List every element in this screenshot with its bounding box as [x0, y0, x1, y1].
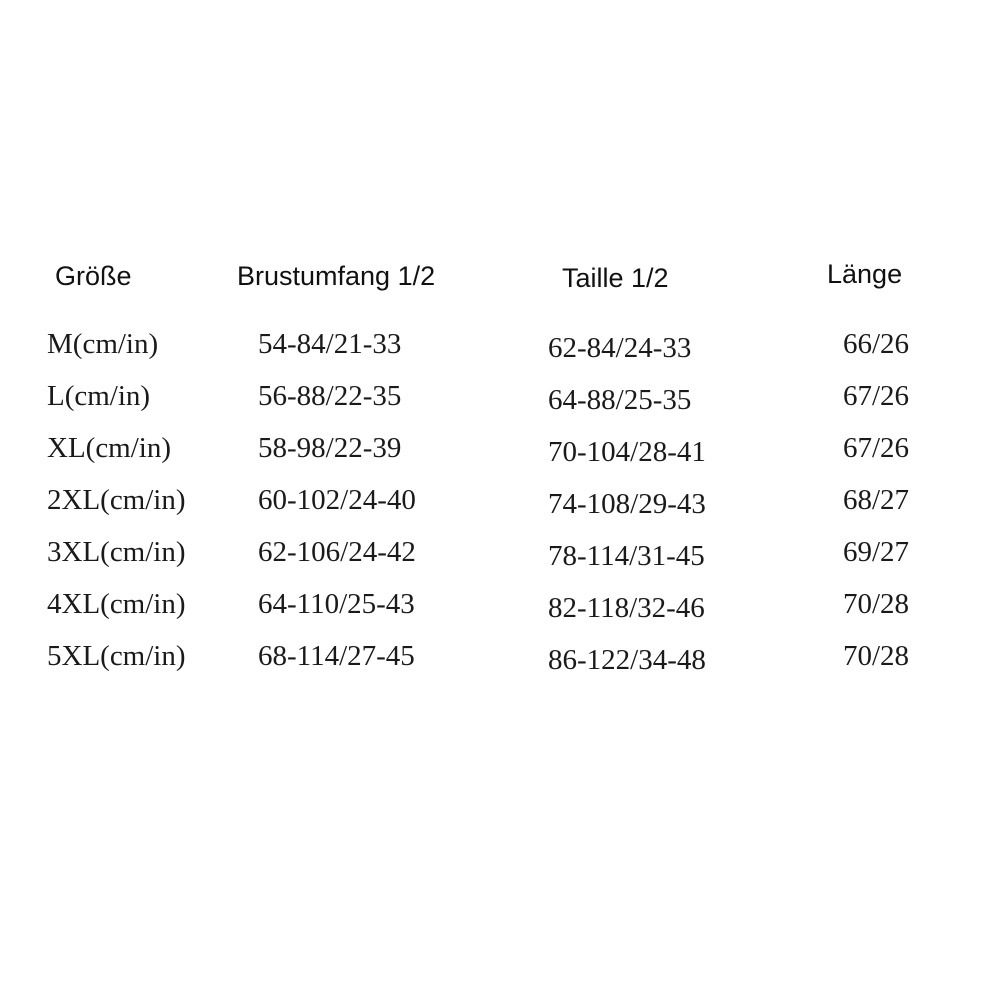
- cell-size: M(cm/in): [47, 328, 159, 360]
- header-length: Länge: [827, 259, 903, 289]
- header-chest: Brustumfang 1/2: [237, 261, 436, 291]
- cell-size: XL(cm/in): [47, 432, 172, 464]
- header-size: Größe: [55, 261, 132, 291]
- cell-waist: 86-122/34-48: [548, 644, 706, 676]
- cell-chest: 60-102/24-40: [258, 484, 416, 516]
- cell-waist: 82-118/32-46: [548, 592, 705, 624]
- cell-chest: 54-84/21-33: [258, 328, 402, 360]
- cell-chest: 56-88/22-35: [258, 380, 402, 412]
- cell-size: 5XL(cm/in): [47, 640, 186, 672]
- cell-size: 3XL(cm/in): [47, 536, 186, 568]
- cell-length: 68/27: [843, 484, 910, 516]
- cell-length: 69/27: [843, 536, 910, 568]
- cell-length: 67/26: [843, 432, 910, 464]
- cell-length: 70/28: [843, 588, 910, 620]
- cell-chest: 64-110/25-43: [258, 588, 415, 620]
- cell-size: 2XL(cm/in): [47, 484, 186, 516]
- cell-waist: 74-108/29-43: [548, 488, 706, 520]
- table-row: [0, 538, 1000, 578]
- cell-chest: 62-106/24-42: [258, 536, 416, 568]
- header-waist: Taille 1/2: [562, 263, 669, 293]
- cell-size: L(cm/in): [47, 380, 151, 412]
- cell-size: 4XL(cm/in): [47, 588, 186, 620]
- cell-length: 70/28: [843, 640, 910, 672]
- cell-length: 67/26: [843, 380, 910, 412]
- cell-chest: 58-98/22-39: [258, 432, 402, 464]
- table-row: [0, 486, 1000, 526]
- cell-waist: 78-114/31-45: [548, 540, 705, 572]
- cell-chest: 68-114/27-45: [258, 640, 415, 672]
- cell-waist: 70-104/28-41: [548, 436, 706, 468]
- cell-waist: 64-88/25-35: [548, 384, 692, 416]
- table-row: [0, 590, 1000, 630]
- table-row: [0, 642, 1000, 682]
- table-row: [0, 330, 1000, 370]
- cell-waist: 62-84/24-33: [548, 332, 692, 364]
- cell-length: 66/26: [843, 328, 910, 360]
- table-row: [0, 382, 1000, 422]
- table-row: [0, 434, 1000, 474]
